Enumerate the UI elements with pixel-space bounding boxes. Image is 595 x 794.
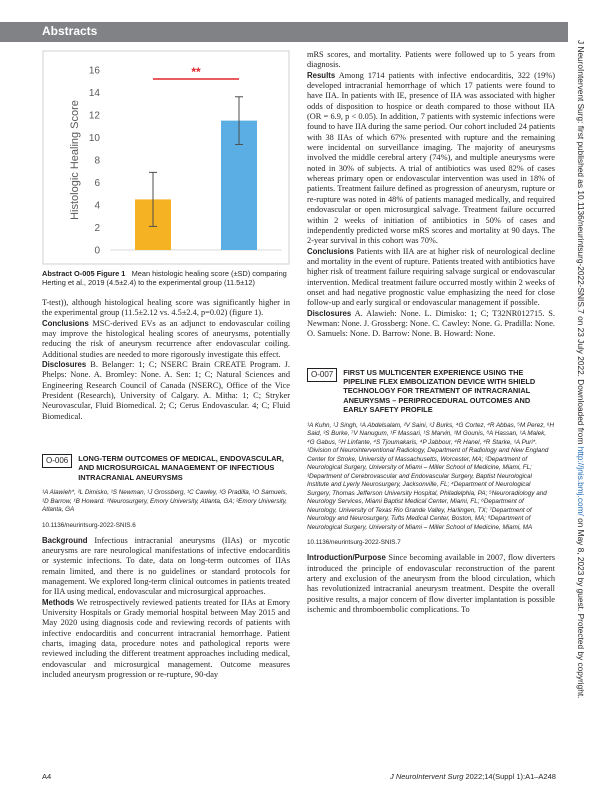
background-paragraph bbox=[42, 536, 290, 598]
section-title: Abstracts bbox=[42, 24, 98, 38]
methods-continued: mRS scores, and mortality. Patients were followed up to 5 years from diagnosis. bbox=[307, 50, 555, 70]
disclosures-paragraph bbox=[42, 360, 290, 422]
conclusions-label: Conclusions bbox=[42, 318, 89, 328]
y-tick-label: 10 bbox=[88, 133, 100, 144]
y-tick-label: 16 bbox=[88, 65, 100, 77]
background-label: Background bbox=[42, 535, 88, 545]
author-list: ¹A Alawieh*, ²L Dimisko, ¹S Newman, ¹J Grossberg, ¹C Cawley, ¹G Pradilla, ¹O Samuels, ¹D Barrow, ¹B Howard. ¹Neurosurgery, Emory University, Atlanta, GA; ²Emory University, Atlanta, GA bbox=[42, 489, 288, 514]
abstract-heading bbox=[42, 454, 290, 482]
doi-text: 10.1136/neurintsurg-2022-SNIS.6 bbox=[42, 521, 136, 529]
disclosures-text: B. Belanger: 1; C; NSERC Brain CREATE Program. J. Phelps: None. A. Bromley: None. A. Sen: 1; C; Natural Sciences and Engineering Research Council of Canada (NSERC), Office of the Vice President (Research), University of Calgary. A. Mitha: 1; C; Stryker Neurovascular, Fluid Biomedical. 2; C; Cerus Endovascular. 4; C; Fluid Biomedical. bbox=[42, 359, 290, 421]
chart-svg bbox=[42, 50, 290, 265]
disclosures-paragraph-2 bbox=[307, 309, 555, 340]
disclosures-label: Disclosures bbox=[42, 359, 87, 369]
histologic-healing-chart bbox=[42, 50, 290, 265]
y-tick-label: 6 bbox=[94, 178, 100, 189]
y-tick-label: 4 bbox=[94, 200, 100, 212]
y-tick-label: 14 bbox=[88, 88, 100, 99]
introduction-text: Since becoming available in 2007, flow diverters introduced the principle of endovascular reconstruction of the parent artery and exclusion of the aneurysm from the blood circulation, which has revolutionized intracranial aneurysm treatment. Despite the overall positive results, a major concern of flow diverter implantation is possible ischemic and thromboembolic complications. To bbox=[307, 553, 555, 614]
figure-caption-text: Mean histologic healing score (±SD) comparing Herting et al., 2019 (4.5±2.4) to the experimental group (11.5±12) bbox=[42, 269, 287, 288]
abstract-title: LONG-TERM OUTCOMES OF MEDICAL, ENDOVASCULAR, AND MICROSURGICAL MANAGEMENT OF INFECTIOUS INTRACRANIAL ANEURYSMS bbox=[78, 453, 284, 482]
copyright-side-note bbox=[566, 40, 586, 770]
journal-citation bbox=[390, 772, 556, 781]
right-column bbox=[307, 50, 555, 615]
methods-label: Methods bbox=[42, 597, 75, 607]
abstract-id-2: O-007 bbox=[307, 368, 337, 382]
y-tick-label: 12 bbox=[88, 110, 100, 122]
disclosures-label-2: Disclosures bbox=[307, 308, 352, 318]
results-label: Results bbox=[307, 70, 336, 80]
disclosures-text-2: A. Alawieh: None. L. Dimisko: 1; C; T32NR012715. S. Newman: None. J. Grossberg: None. C. Cawley: None. G. Pradilla: None. O. Samuels: None. D. Barrow: None. B. Howard: None. bbox=[307, 308, 555, 339]
conclusions-paragraph bbox=[42, 319, 290, 360]
results-paragraph bbox=[307, 71, 555, 247]
abstract-title-2: FIRST US MULTICENTER EXPERIENCE USING THE PIPELINE FLEX EMBOLIZATION DEVICE WITH SHIELD TECHNOLOGY FOR TREATMENT OF INTRACRANIAL ANEURYSMS – PERIPROCEDURAL OUTCOMES AND EARLY SAFETY PROFILE bbox=[343, 367, 536, 415]
significance-stars: ** bbox=[191, 65, 201, 79]
figure-caption bbox=[42, 269, 290, 288]
side-note-suffix: on May 8, 2023 by guest. Protected by copyright. bbox=[576, 515, 586, 699]
side-note-link[interactable]: http://jnis.bmj.com/ bbox=[576, 446, 586, 516]
doi-text-2: 10.1136/neurintsurg-2022-SNIS.7 bbox=[307, 539, 401, 547]
author-list-2: ¹A Kuhn, ¹J Singh, ¹A Abdelsalam, ²V Saini, ³J Burks, ⁴G Cortez, ⁴R Abbas, ⁵M Perez, ⁶H Said, ³S Burke, ⁷V Nanugum, ¹F Massari, ¹S Marvin, ¹M Gounis, ⁸A Hassan, ¹A Malek, ⁴G Gabus, ⁵H Linfante, ⁴S Tjoumakaris, ⁴P Jabbour, ⁴R Hanel, ⁴R Starke, ¹A Puri*. ¹Division of Neurointerventional Radiology, Department of Radiology and New England Center for Stroke, University of Massachusetts, Worcester, MA; ²Department of Neurological Surgery, University of Miami – Miller School of Medicine, Miami, FL; ³Department of Cerebrovascular and Endovascular Surgery, Baptist Neurological Institute and Lyerly Neurosurgery, Jacksonville, FL; ⁴Department of Neurological Surgery, Thomas Jefferson University Hospital, Philadelphia, PA; ⁵Neuroradiology and Neurology Services, Miami Baptist Medical Center, Miami, FL; ⁶Department of Neurology, University of Texas Rio Grande Valley, Harlingen, TX; ⁷Department of Neurology and Neurosurgery, Tufts Medical Center, Boston, MA; ⁸Department of Neurological Surgery, University of Miami – Miller School of Medicine, Miami, MA bbox=[307, 421, 555, 531]
results-continued: T-test)), although histological healing score was significantly higher in the experimental group (11.5±2.12 vs. 4.5±2.4, p=0.02) (figure 1). bbox=[42, 297, 290, 318]
introduction-label: Introduction/Purpose bbox=[307, 553, 386, 563]
conclusions-label-2: Conclusions bbox=[307, 246, 354, 256]
methods-paragraph bbox=[42, 598, 290, 681]
y-tick-label: 8 bbox=[94, 155, 100, 167]
citation-text: 2022;14(Suppl 1):A1–A248 bbox=[463, 772, 556, 781]
conclusions-paragraph-2 bbox=[307, 247, 555, 309]
side-note-prefix: J NeuroIntervent Surg: first published as 10.1136/neurintsurg-2022-SNIS.7 on 23 July 2022. Downloaded from bbox=[576, 40, 586, 447]
y-tick-label: 2 bbox=[94, 223, 100, 234]
results-text: Among 1714 patients with infective endocarditis, 322 (19%) developed intracranial hemorrhage of which 17 patients were found to have IIA. In patients with IE, presence of IIA was associated with higher odds of disposition to hospice or death compared to those without IIA (OR = 6.9, p < 0.05). In addition, 7 patients with systemic infections were found to have IIA during the same period. Our cohort included 24 patients with 38 IIAs of which 67% presented with rupture and the remaining were incidental on surveillance imaging. The majority of aneurysms involved the middle cerebral artery (74%), and multiple aneurysms were noted in 30% of subjects. A trial of antibiotics was used 82% of cases whereas primary open or endovascular intervention was used in 18% of patients. Treatment failure defined as progression of aneurysm, rupture or re-rupture was noted in 48% of patients managed medically, and required endovascular or open microsurgical salvage. Treatment failure occurred within 2 weeks of initiation of antibiotics in 50% of cases and independently predicted worse mRS scores and mortality at 90 days. The 2-year survival in this cohort was 70%. bbox=[307, 70, 555, 246]
conclusions-text-2: Patients with IIA are at higher risk of neurological decline and mortality in the event of rupture. Patients treated with antibiotics have higher risk of treatment failure requiring salvage surgical or endovascular intervention. Medical treatment failure occurred mostly within 2 weeks of onset and had negative prognostic value emphasizing the need for close follow-up and early surgical or endovascular management if possible. bbox=[307, 246, 555, 308]
y-tick-label: 0 bbox=[94, 245, 100, 257]
section-header bbox=[0, 22, 568, 42]
journal-name: J NeuroIntervent Surg bbox=[390, 772, 464, 781]
y-axis-label: Histologic Healing Score bbox=[69, 100, 81, 220]
page-number: A4 bbox=[42, 772, 52, 781]
abstract-heading-2 bbox=[307, 368, 555, 415]
left-column bbox=[42, 50, 290, 680]
introduction-paragraph bbox=[307, 553, 555, 615]
abstract-id: O-006 bbox=[42, 454, 72, 468]
methods-text: We retrospectively reviewed patients treated for IIAs at Emory University Hospitals or Grady memorial hospital between May 2015 and May 2020 using diagnosis code and reviewing records of patients with infective endocarditis and concurrent intracranial hemorrhage. Patient charts, imaging data, procedure notes and pathological reports were reviewed including the different treatment approaches including medical, endovascular and microsurgical management. Outcome measures included aneurysm progression or re-rupture, 90-day bbox=[42, 597, 290, 680]
background-text: Infectious intracranial aneurysms (IIAs) or mycotic aneurysms are rare neurological manifestations of infective endocarditis or systemic infections. To date, data on long-term outcomes of IIAs remain limited, and there is no guidelines or standard protocols for management. We explored long-term clinical outcomes in patients treated for IIA using medical, endovascular and microsurgical approaches. bbox=[42, 535, 290, 597]
figure-label: Abstract O-005 Figure 1 bbox=[42, 269, 126, 278]
conclusions-text: MSC-derived EVs as an adjunct to endovascular coiling may improve the histological healing scores of aneurysms, potentially reducing the risk of aneurysm recurrence after endovascular coiling. Additional studies are needed to more rigorously investigate this effect. bbox=[42, 318, 290, 359]
